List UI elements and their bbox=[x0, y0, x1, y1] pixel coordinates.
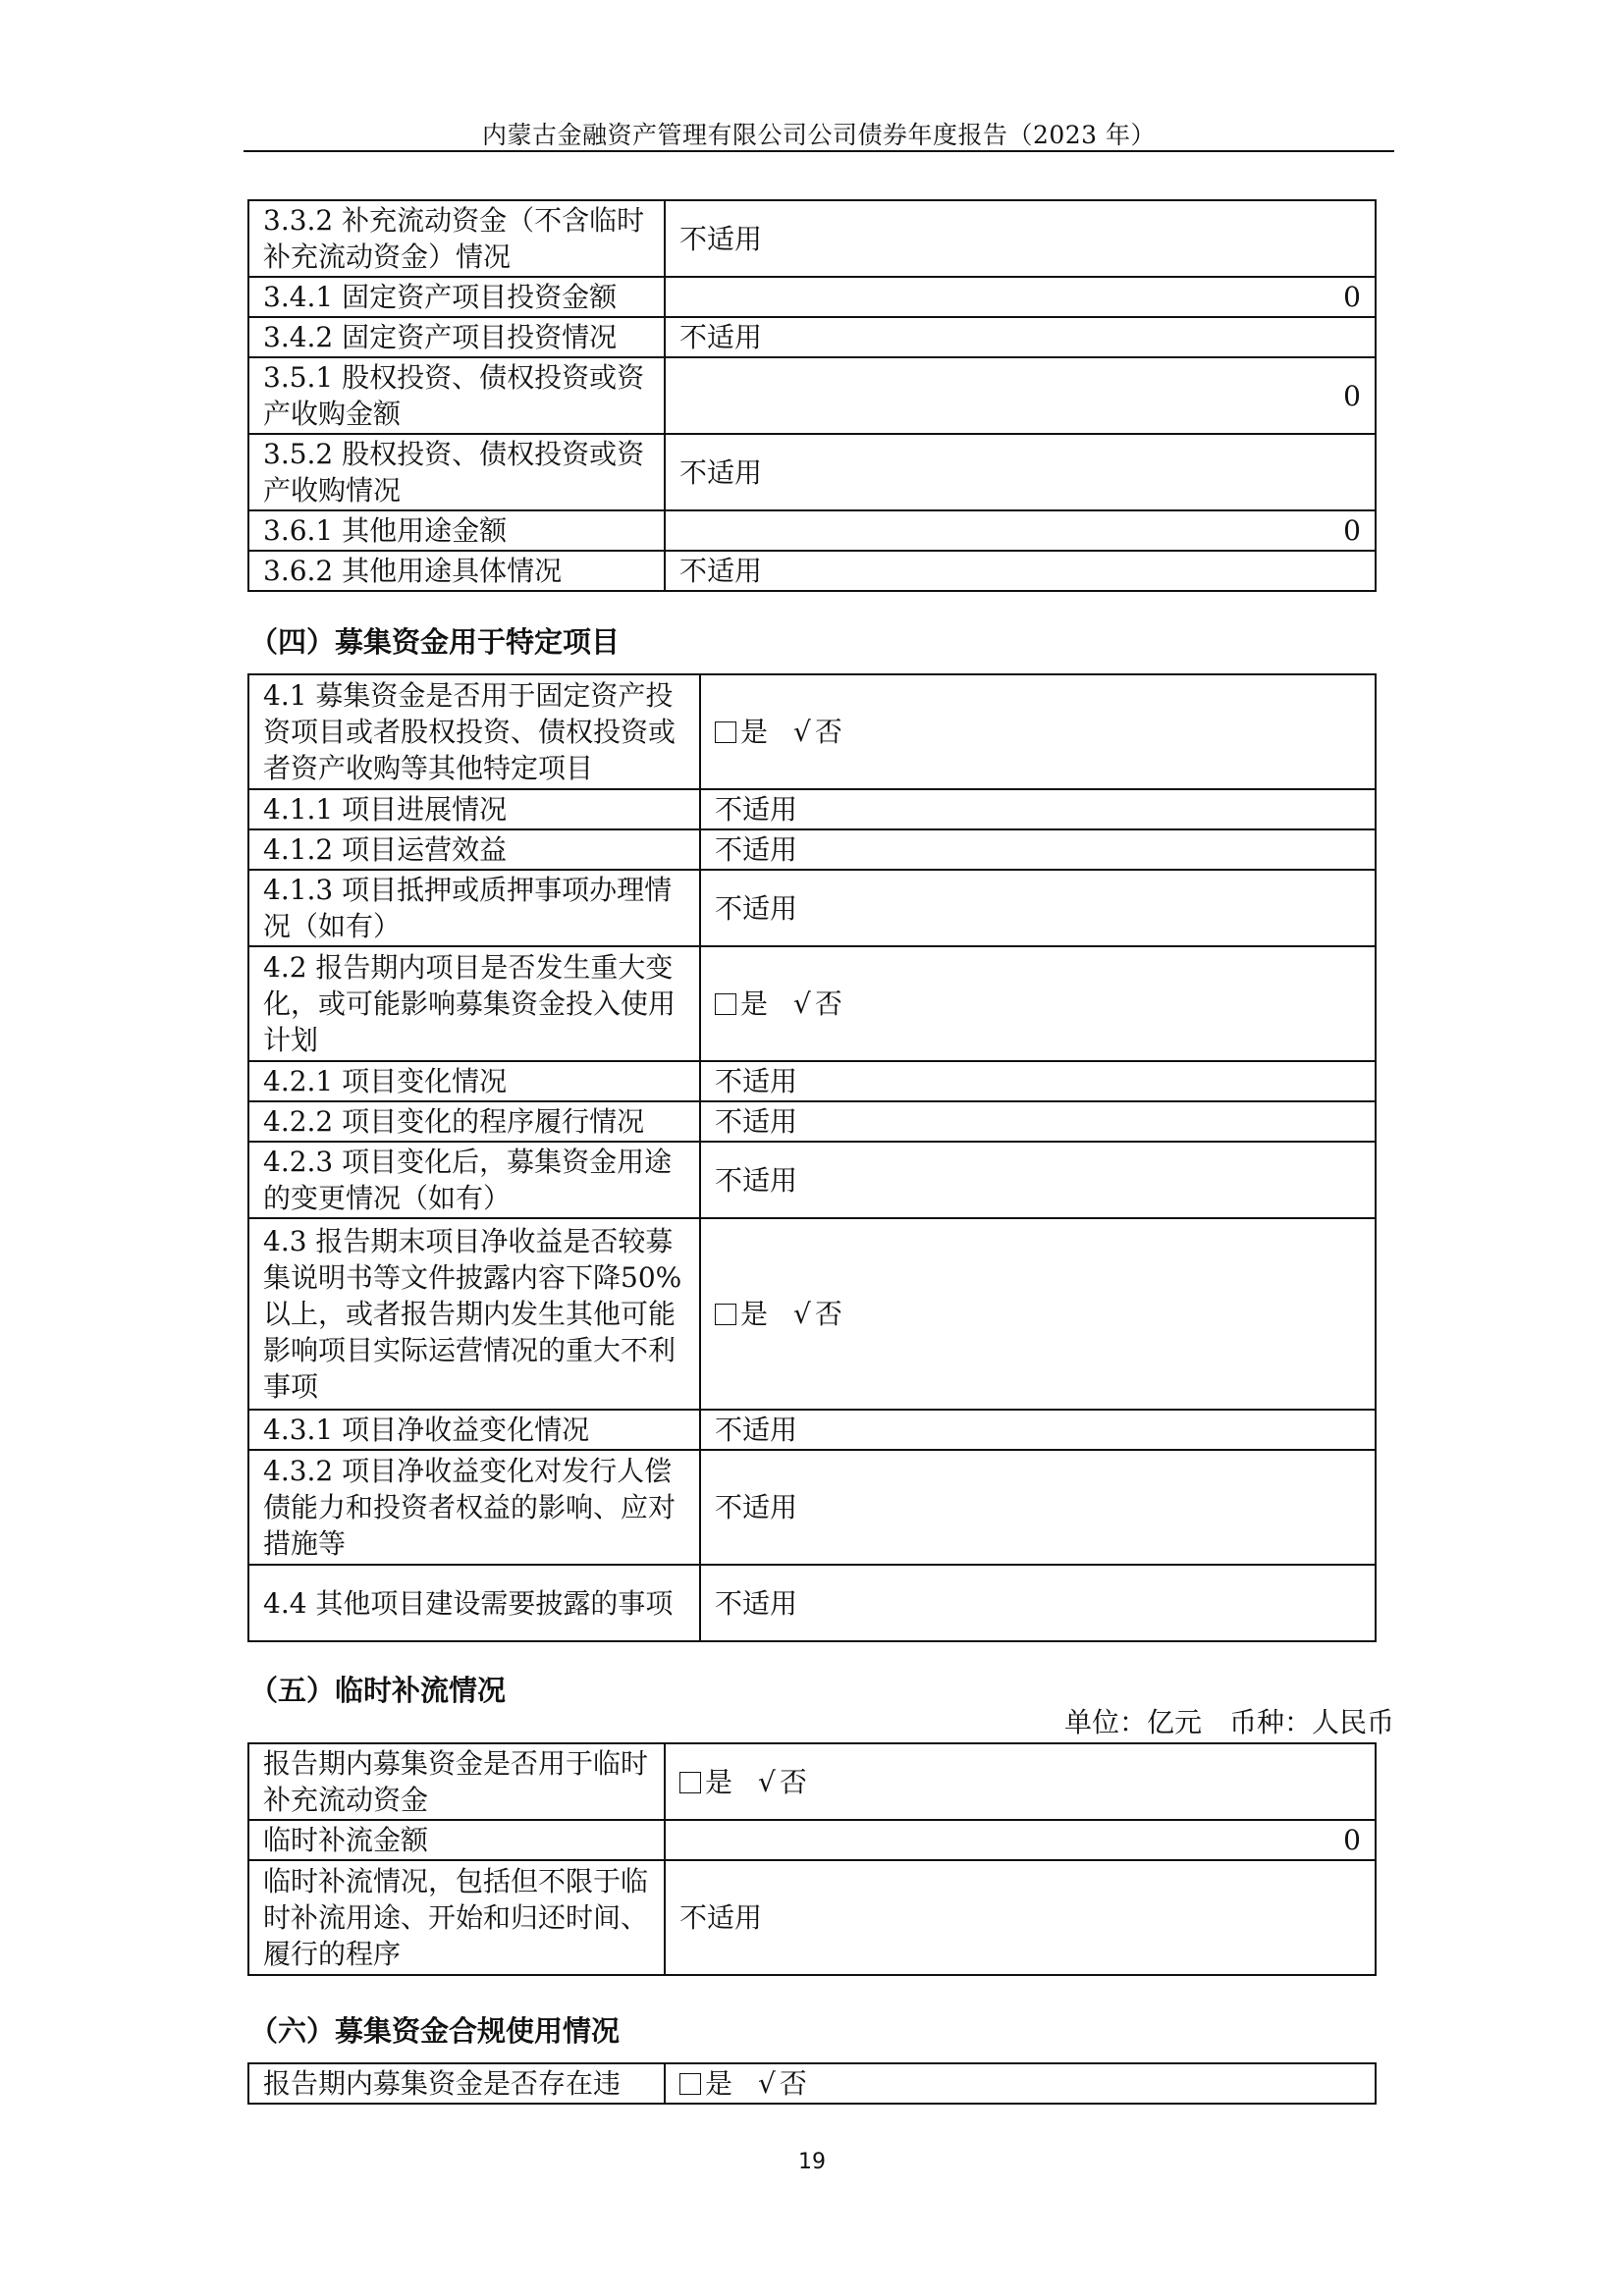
yes-no-choice bbox=[700, 946, 1376, 1061]
no-label: 否 bbox=[779, 1765, 807, 1798]
section-5-title: （五）临时补流情况 bbox=[249, 1674, 507, 1707]
row-label: 4.4 其他项目建设需要披露的事项 bbox=[248, 1565, 700, 1641]
table-row bbox=[248, 317, 1376, 357]
table-row bbox=[248, 277, 1376, 317]
page-number: 19 bbox=[798, 2150, 826, 2174]
table-row bbox=[248, 946, 1376, 1061]
header-rule bbox=[244, 150, 1394, 152]
section-4-title: （四）募集资金用于特定项目 bbox=[249, 625, 621, 659]
table-row bbox=[248, 357, 1376, 434]
yes-label: 是 bbox=[740, 988, 769, 1020]
yes-no-choice bbox=[665, 2063, 1376, 2104]
row-value: 不适用 bbox=[700, 1101, 1376, 1142]
row-label: 临时补流金额 bbox=[248, 1820, 665, 1860]
unit-currency-note: 单位：亿元 币种：人民币 bbox=[1063, 1706, 1394, 1738]
row-label: 4.1.2 项目运营效益 bbox=[248, 829, 700, 870]
table-row bbox=[248, 2063, 1376, 2104]
checkbox-icon bbox=[715, 1304, 736, 1325]
row-label: 3.4.1 固定资产项目投资金额 bbox=[248, 277, 665, 317]
table-row bbox=[248, 1450, 1376, 1565]
check-icon: √ bbox=[793, 988, 811, 1020]
table-row bbox=[248, 1101, 1376, 1142]
row-value: 不适用 bbox=[665, 551, 1376, 591]
yes-label: 是 bbox=[705, 2067, 733, 2100]
row-value: 不适用 bbox=[665, 317, 1376, 357]
table-temporary-liquidity bbox=[247, 1742, 1377, 1976]
table-row bbox=[248, 789, 1376, 829]
table-row bbox=[248, 200, 1376, 277]
checkbox-icon bbox=[679, 2073, 701, 2095]
table-row bbox=[248, 1218, 1376, 1410]
row-value: 不适用 bbox=[700, 1450, 1376, 1565]
row-label: 4.2.3 项目变化后，募集资金用途的变更情况（如有） bbox=[248, 1142, 700, 1218]
table-row bbox=[248, 434, 1376, 510]
no-label: 否 bbox=[779, 2067, 807, 2100]
table-row bbox=[248, 1820, 1376, 1860]
checkbox-icon bbox=[679, 1772, 701, 1793]
row-value: 不适用 bbox=[700, 1061, 1376, 1101]
no-label: 否 bbox=[814, 716, 842, 748]
table-row bbox=[248, 551, 1376, 591]
row-label: 报告期内募集资金是否用于临时补充流动资金 bbox=[248, 1743, 665, 1820]
table-specific-projects bbox=[247, 673, 1377, 1642]
row-value: 不适用 bbox=[665, 434, 1376, 510]
section-6-title: （六）募集资金合规使用情况 bbox=[249, 2014, 621, 2048]
row-label: 4.1.1 项目进展情况 bbox=[248, 789, 700, 829]
row-label: 3.6.2 其他用途具体情况 bbox=[248, 551, 665, 591]
yes-label: 是 bbox=[740, 716, 769, 748]
row-value: 0 bbox=[665, 510, 1376, 551]
table-row bbox=[248, 1410, 1376, 1450]
page-header: 内蒙古金融资产管理有限公司公司债券年度报告（2023 年） bbox=[481, 121, 1157, 149]
row-value: 不适用 bbox=[665, 200, 1376, 277]
row-value: 不适用 bbox=[700, 829, 1376, 870]
row-value: 不适用 bbox=[665, 1860, 1376, 1975]
table-compliance-use bbox=[247, 2062, 1377, 2105]
row-value: 不适用 bbox=[700, 1410, 1376, 1450]
table-row bbox=[248, 510, 1376, 551]
check-icon: √ bbox=[758, 2067, 776, 2100]
yes-label: 是 bbox=[740, 1298, 769, 1330]
table-use-of-proceeds-3 bbox=[247, 199, 1377, 592]
no-label: 否 bbox=[814, 1298, 842, 1330]
row-value: 不适用 bbox=[700, 1142, 1376, 1218]
table-row bbox=[248, 1743, 1376, 1820]
row-value: 0 bbox=[665, 277, 1376, 317]
no-label: 否 bbox=[814, 988, 842, 1020]
row-label: 报告期内募集资金是否存在违 bbox=[248, 2063, 665, 2104]
table-row bbox=[248, 1061, 1376, 1101]
row-value: 0 bbox=[665, 1820, 1376, 1860]
row-value: 不适用 bbox=[700, 1565, 1376, 1641]
row-label: 3.6.1 其他用途金额 bbox=[248, 510, 665, 551]
row-value: 0 bbox=[665, 357, 1376, 434]
row-label: 3.5.1 股权投资、债权投资或资产收购金额 bbox=[248, 357, 665, 434]
yes-no-choice bbox=[700, 674, 1376, 789]
row-label: 4.2.1 项目变化情况 bbox=[248, 1061, 700, 1101]
table-row bbox=[248, 829, 1376, 870]
row-label: 3.5.2 股权投资、债权投资或资产收购情况 bbox=[248, 434, 665, 510]
row-label: 4.3.2 项目净收益变化对发行人偿债能力和投资者权益的影响、应对措施等 bbox=[248, 1450, 700, 1565]
row-label: 4.2.2 项目变化的程序履行情况 bbox=[248, 1101, 700, 1142]
row-label: 4.3.1 项目净收益变化情况 bbox=[248, 1410, 700, 1450]
table-row bbox=[248, 870, 1376, 946]
checkbox-icon bbox=[715, 993, 736, 1015]
check-icon: √ bbox=[793, 1298, 811, 1330]
row-label: 4.1 募集资金是否用于固定资产投资项目或者股权投资、债权投资或者资产收购等其他特定项目 bbox=[248, 674, 700, 789]
yes-no-choice bbox=[700, 1218, 1376, 1410]
row-label: 临时补流情况，包括但不限于临时补流用途、开始和归还时间、履行的程序 bbox=[248, 1860, 665, 1975]
row-label: 4.3 报告期末项目净收益是否较募集说明书等文件披露内容下降50%以上，或者报告期内发生其他可能影响项目实际运营情况的重大不利事项 bbox=[248, 1218, 700, 1410]
row-label: 3.3.2 补充流动资金（不含临时补充流动资金）情况 bbox=[248, 200, 665, 277]
table-row bbox=[248, 1142, 1376, 1218]
yes-label: 是 bbox=[705, 1765, 733, 1798]
table-row bbox=[248, 674, 1376, 789]
table-row bbox=[248, 1860, 1376, 1975]
check-icon: √ bbox=[758, 1765, 776, 1798]
row-value: 不适用 bbox=[700, 789, 1376, 829]
row-label: 4.1.3 项目抵押或质押事项办理情况（如有） bbox=[248, 870, 700, 946]
row-label: 3.4.2 固定资产项目投资情况 bbox=[248, 317, 665, 357]
table-row bbox=[248, 1565, 1376, 1641]
check-icon: √ bbox=[793, 716, 811, 748]
checkbox-icon bbox=[715, 721, 736, 743]
yes-no-choice bbox=[665, 1743, 1376, 1820]
row-value: 不适用 bbox=[700, 870, 1376, 946]
row-label: 4.2 报告期内项目是否发生重大变化，或可能影响募集资金投入使用计划 bbox=[248, 946, 700, 1061]
